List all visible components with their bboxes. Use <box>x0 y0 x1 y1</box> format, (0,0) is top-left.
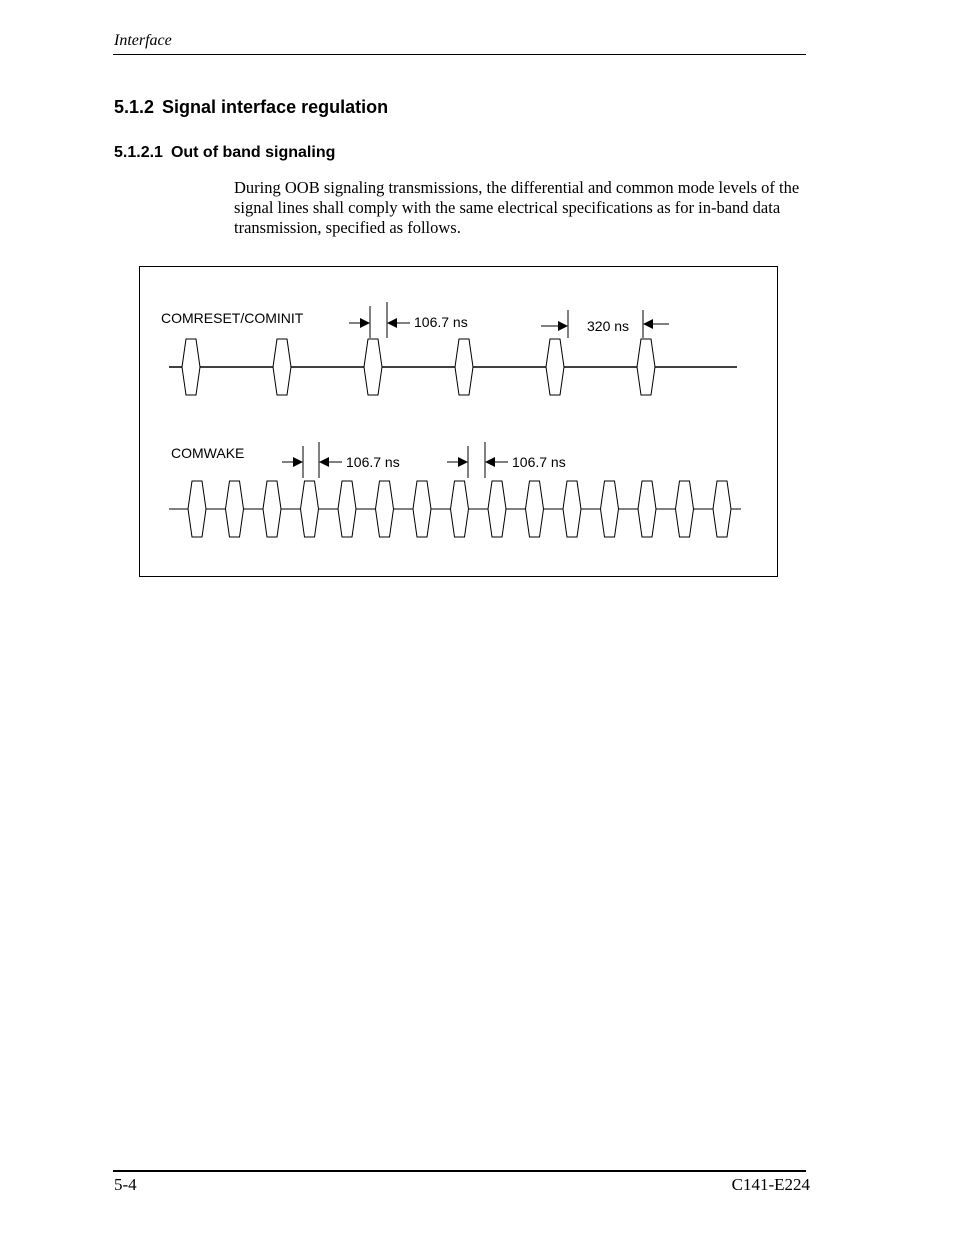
subsection-number: 5.1.2.1 <box>114 144 163 161</box>
comreset-burst-width-label: 106.7 ns <box>414 314 468 330</box>
oob-timing-figure <box>139 266 778 577</box>
comreset-burst <box>455 339 473 395</box>
comreset-burst-arrow-in-head <box>360 318 370 328</box>
comwake-gap-arrow-in-head <box>458 457 468 467</box>
comwake-label: COMWAKE <box>171 445 245 461</box>
document-code: C141-E224 <box>731 1175 810 1194</box>
comreset-gap-arrow-in-head <box>558 321 568 331</box>
comreset-gap-arrow-out-head <box>643 319 653 329</box>
comwake-burst-arrow-out-head <box>319 457 329 467</box>
comwake-burst <box>638 481 656 537</box>
running-head: Interface <box>114 32 172 49</box>
page-number: 5-4 <box>114 1175 137 1194</box>
comwake-burst <box>338 481 356 537</box>
comreset-burst <box>546 339 564 395</box>
comwake-burst <box>301 481 319 537</box>
header-rule <box>113 54 806 55</box>
subsection-heading <box>114 144 335 162</box>
comwake-burst-width-label: 106.7 ns <box>346 454 400 470</box>
comwake-burst <box>263 481 281 537</box>
comreset-burst <box>364 339 382 395</box>
comwake-gap-arrow-out-head <box>485 457 495 467</box>
comwake-gap-label: 106.7 ns <box>512 454 566 470</box>
comwake-burst <box>488 481 506 537</box>
comwake-burst <box>226 481 244 537</box>
comwake-burst <box>676 481 694 537</box>
section-heading <box>114 97 388 118</box>
comwake-burst <box>526 481 544 537</box>
comreset-gap-label: 320 ns <box>587 318 630 334</box>
diagram-shapes <box>169 302 741 537</box>
comwake-burst <box>413 481 431 537</box>
comwake-burst <box>563 481 581 537</box>
footer-rule <box>113 1170 806 1172</box>
oob-timing-diagram <box>139 266 778 577</box>
comreset-burst <box>637 339 655 395</box>
subsection-title: Out of band signaling <box>170 144 336 161</box>
comwake-burst <box>713 481 731 537</box>
comreset-label: COMRESET/COMINIT <box>161 310 304 326</box>
body-paragraph: During OOB signaling transmissions, the differential and common mode levels of the signal lines shall comply with the same electrical specifications as for in-band data transmission, specified as follows. <box>234 178 800 237</box>
comwake-burst-arrow-in-head <box>293 457 303 467</box>
comreset-burst <box>182 339 200 395</box>
section-number: 5.1.2 <box>114 97 155 117</box>
comreset-burst-arrow-out-head <box>387 318 397 328</box>
comwake-burst <box>451 481 469 537</box>
section-title: Signal interface regulation <box>162 97 389 117</box>
comwake-burst <box>601 481 619 537</box>
comwake-burst <box>188 481 206 537</box>
comreset-burst <box>273 339 291 395</box>
comwake-burst <box>376 481 394 537</box>
